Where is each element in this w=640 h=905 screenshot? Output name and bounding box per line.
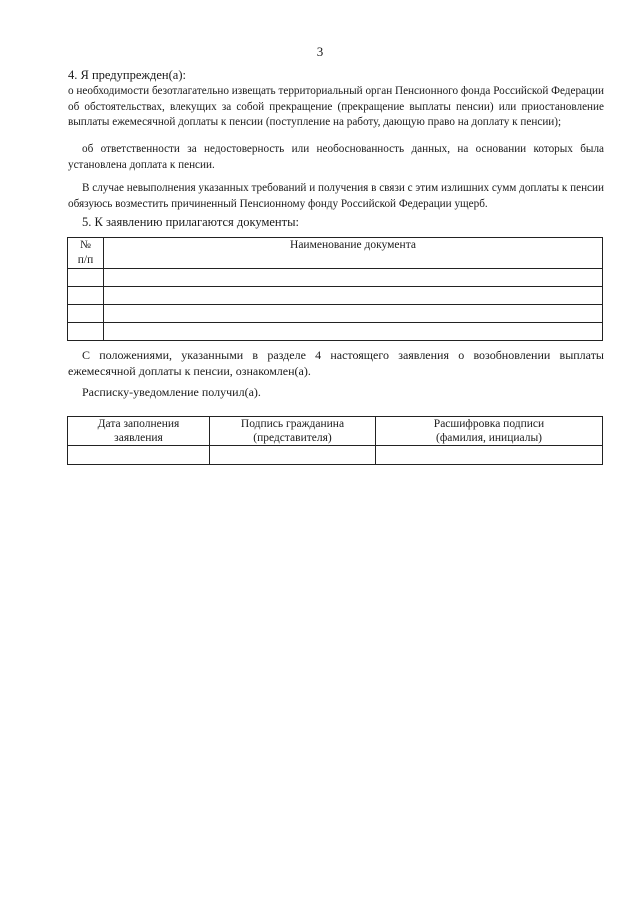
signature-header-line2: (представителя) <box>253 432 332 444</box>
acknowledgement-text: С положениями, указанными в разделе 4 настоящего заявления о возобновлении выплаты ежемесячной доплаты к пенсии, ознакомлен(а). <box>68 348 604 378</box>
row-number-cell[interactable] <box>68 287 104 305</box>
section5-heading: 5. К заявлению прилагаются документы: <box>82 215 299 229</box>
date-header-line2: заявления <box>114 432 163 444</box>
row-number-cell[interactable] <box>68 305 104 323</box>
transcript-header-line1: Расшифровка подписи <box>433 418 545 430</box>
receipt-text: Расписку-уведомление получил(а). <box>82 385 261 399</box>
signature-table <box>67 416 603 465</box>
page-number: 3 <box>316 44 324 59</box>
row-number-cell[interactable] <box>68 323 104 341</box>
table-row[interactable] <box>68 323 603 341</box>
transcript-header <box>376 417 603 446</box>
row-number-cell[interactable] <box>68 269 104 287</box>
section4-item1: о необходимости безотлагательно извещать территориальный орган Пенсионного фонда Российской Федерации об обстоятельствах, влекущих за собой прекращение (прекращение выплаты пенсии) или приостановление выплаты ежемесячной доплаты к пенсии (поступление на работу, дающую право на доплату к пенсии); <box>68 85 604 128</box>
signature-header <box>210 417 376 446</box>
table-row[interactable] <box>68 269 603 287</box>
signature-header-line1: Подпись гражданина <box>240 418 345 430</box>
document-name-cell[interactable] <box>104 323 603 341</box>
col-document-name-header: Наименование документа <box>104 238 603 269</box>
documents-table <box>67 237 603 341</box>
transcript-cell[interactable] <box>376 446 603 465</box>
document-name-cell[interactable] <box>104 287 603 305</box>
documents-table-header <box>68 238 603 269</box>
section4-paragraph: В случае невыполнения указанных требований и получения в связи с этим излишних сумм доплаты к пенсии обязуюсь возместить причиненный Пенсионному фонду Российской Федерации ущерб. <box>68 182 604 210</box>
col-number-line2: п/п <box>77 254 94 266</box>
transcript-header-line2: (фамилия, инициалы) <box>435 432 543 444</box>
document-name-cell[interactable] <box>104 269 603 287</box>
date-header <box>68 417 210 446</box>
signature-table-header <box>68 417 603 446</box>
col-number-header <box>68 238 104 269</box>
col-number-line1: № <box>80 239 91 251</box>
section4-heading: 4. Я предупрежден(а): <box>68 68 186 82</box>
table-row[interactable] <box>68 305 603 323</box>
signature-row[interactable] <box>68 446 603 465</box>
signature-cell[interactable] <box>210 446 376 465</box>
section4-item2: об ответственности за недостоверность или необоснованность данных, на основании которых была установлена доплата к пенсии. <box>68 143 604 171</box>
table-row[interactable] <box>68 287 603 305</box>
document-name-cell[interactable] <box>104 305 603 323</box>
date-cell[interactable] <box>68 446 210 465</box>
date-header-line1: Дата заполнения <box>97 418 180 430</box>
